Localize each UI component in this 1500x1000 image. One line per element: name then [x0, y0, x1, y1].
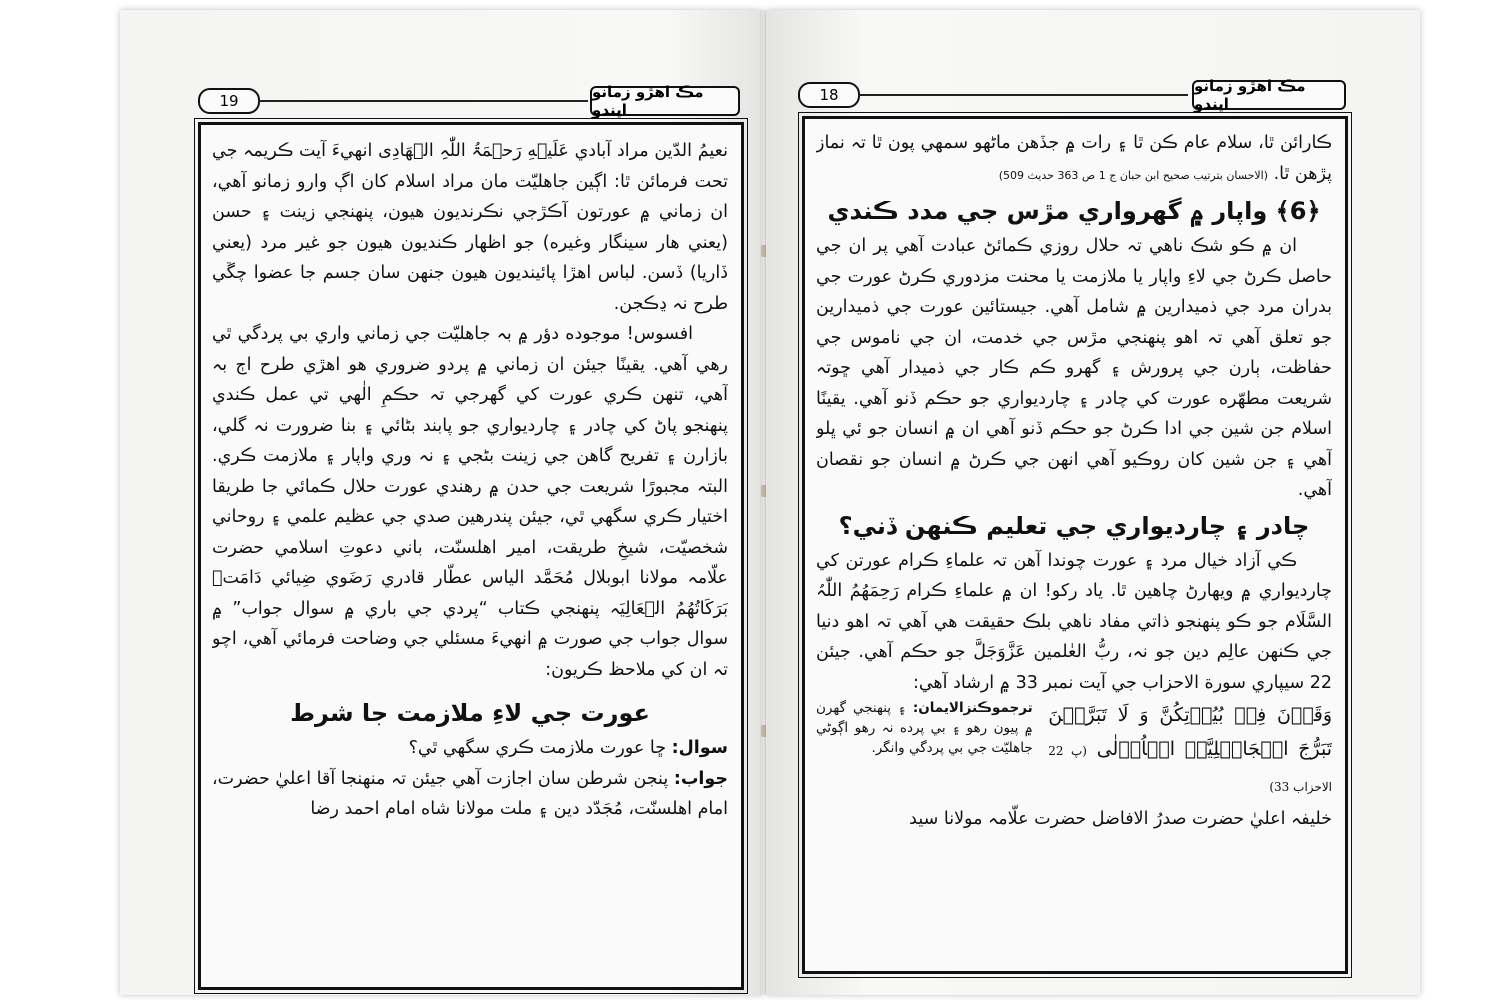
- verse-translation: [816, 698, 1033, 758]
- left-page: [120, 10, 762, 995]
- right-intro: [816, 128, 1332, 191]
- hadith-citation: (الاحسان بترتيب صحيح ابن حبان ج 1 ص 363 حديث 509): [998, 168, 1269, 182]
- page-number-right: 18: [798, 82, 860, 108]
- left-page-text: [212, 136, 728, 976]
- verse-reference: (پ 22 الاحزاب 33): [1048, 744, 1332, 794]
- right-page-text: [816, 128, 1332, 960]
- page-number-left: 19: [198, 88, 260, 114]
- right-page: [766, 10, 1420, 995]
- qa-question: [212, 733, 728, 764]
- question-label: سوال:: [671, 738, 728, 758]
- quran-verse-block: [816, 698, 1332, 804]
- right-closing-line: خليفہ اعليٰ حضرت صدرُ الافاضل حضرت علّامہ مولانا سيد: [909, 809, 1332, 829]
- right-heading-2: چادر ۽ چارديواري جي تعليم ڪنهن ڏني؟: [838, 511, 1310, 540]
- answer-text: پنجن شرطن سان اجازت آهي جيئن تہ منهنجا آقا اعليٰ حضرت، امام اهلسنّت، مُجَدّد دين ۽ ملت مولانا شاه امام احمد رضا: [212, 768, 728, 819]
- verse-text: وَقَرۡنَ فِیۡ بُیُوۡتِکُنَّ وَ لَا تَبَرَّجۡنَ تَبَرُّجَ الۡجَاہِلِیَّۃِ الۡاُوۡلٰی: [1048, 704, 1332, 760]
- right-paragraph-1: ان ۾ ڪو شڪ ناهي تہ حلال روزي ڪمائڻ عبادت آهي پر ان جي حاصل ڪرڻ جي لاءِ واپار يا ملازمت يا محنت مزدوري ڪرڻ عورت جي بدران مرد جي ذميدارين ۾ شامل آهي. جيستائين عورت جي ذميدارين جو تعلق آهي تہ اهو پنهنجي مڙس جي خدمت، ان جي ناموس جي حفاظت، ٻارن جي پرورش ۽ گهرو ڪم ڪار جي ذميدار آهي ڇوتہ شريعت مطهّره عورت کي چادر ۽ چارديواري جو حڪم ڏنو آهي. يقينًا اسلام جن شين جي ادا ڪرڻ جو حڪم ڏنو آهي ان ۾ انسان جو ئي ڀلو آهي ۽ جن شين کان روڪيو آهي انهن جي ڪرڻ ۾ انسان جو نقصان آهي.: [816, 236, 1332, 500]
- quran-verse: [1048, 698, 1332, 804]
- left-paragraph-1: نعيمُ الدّين مراد آبادي عَلَيۡهِ رَحۡمَۃُ اللّٰہِ الۡھَادِی انهيءَ آيت ڪريمہ جي تحت فرمائن ٿا: اڳين جاهليّت مان مراد اسلام کان اڳ وارو زمانو آهي، ان زماني ۾ عورتون آڪڙجي نڪرنديون هيون، پنهنجي زينت ۽ حسن (يعني هار سينگار وغيره) جو اظهار ڪنديون هيون جو غير مرد (يعني ڏاريا) ڏسن. لباس اهڙا پائينديون هيون جنهن سان جسم جا عضوا چڱي طرح نہ ڍڪجن.: [212, 141, 728, 314]
- left-paragraph-2: افسوس! موجوده دؤر ۾ بہ جاهليّت جي زماني واري بي پردگي ٿي رهي آهي. يقينًا جيئن ان زماني ۾ پردو ضروري هو اهڙي طرح اڄ بہ آهي، تنهن ڪري عورت کي گهرجي تہ حڪمِ الٰهي تي عمل ڪندي پنهنجو پاڻ کي چادر ۽ چارديواري جو پابند بڻائي ۽ بنا ضرورت نہ گلي، بازارن ۽ تفريح گاهن جي زينت بڻجي ۽ نہ وري واپار ۽ ملازمت ڪري. البتہ مجبورًا شريعت جي حدن ۾ رهندي عورت حلال ڪمائي جا طريقا اختيار ڪري سگهي ٿي، جيئن پندرهين صدي جي عظيم علمي ۽ روحاني شخصيّت، شيخِ طريقت، امير اهلسنّت، باني دعوتِ اسلامي حضرت علّامہ مولانا ابوبلال مُحَمَّد الياس عطّار قادري رَضَوي ضِيائي دَامَتۡ بَرَکَاتُھُمُ الۡعَالِیَہ پنهنجي ڪتاب “پردي جي باري ۾ سوال جواب” ۾ سوال جواب جي صورت ۾ انهيءَ مسئلي جي وضاحت فرمائي آهي، اچو تہ ان کي ملاحظ ڪريون:: [212, 324, 728, 680]
- running-title-left: مڪ اهڙو زمانو ايندو: [590, 86, 740, 116]
- left-heading: عورت جي لاءِ ملازمت جا شرط: [290, 699, 650, 727]
- open-booklet: [120, 10, 1420, 995]
- intro-text: ڪارائن ٿا، سلام عام ڪن ٿا ۽ رات ۾ جڏهن ماڻهو سمهي پون ٿا تہ نماز پڙهن ٿا.: [816, 133, 1332, 184]
- right-heading-1: ﴿6﴾ واپار ۾ گهرواري مڙس جي مدد ڪندي: [827, 197, 1321, 225]
- header-rule-right: [858, 94, 1188, 96]
- header-rule-left: [258, 100, 588, 102]
- running-title-right: مڪ اهڙو زمانو ايندو: [1192, 80, 1346, 110]
- question-text: ڇا عورت ملازمت ڪري سگهي ٿي؟: [408, 738, 667, 758]
- qa-answer: [212, 764, 728, 825]
- translation-label: ترجموڪنزالايمان:: [912, 700, 1033, 716]
- answer-label: جواب:: [673, 768, 728, 789]
- translation-text: ۽ پنهنجي گهرن ۾ پيون رهو ۽ بي پرده نہ رهو اڳوڻي جاهليّت جي بي پردگي وانگر.: [816, 700, 1033, 756]
- right-paragraph-2: ڪي آزاد خيال مرد ۽ عورت چوندا آهن تہ علماءِ ڪرام عورتن کي چارديواري ۾ ويهارڻ چاهين ٿا. ياد رکو! ان ۾ علماءِ ڪرام رَحِمَھُمُ اللّٰہُ السَّلَام جو ڪو پنهنجو ذاتي مفاد ناهي بلڪ حقيقت هي آهي تہ اهو دنيا جي ڪنهن عالِم دين جو نہ، ربُّ العٰلمين عَزَّوَجَلَّ جو حڪم آهي. جيئن 22 سيپاري سورة الاحزاب جي آيت نمبر 33 ۾ ارشاد آهي:: [816, 550, 1332, 693]
